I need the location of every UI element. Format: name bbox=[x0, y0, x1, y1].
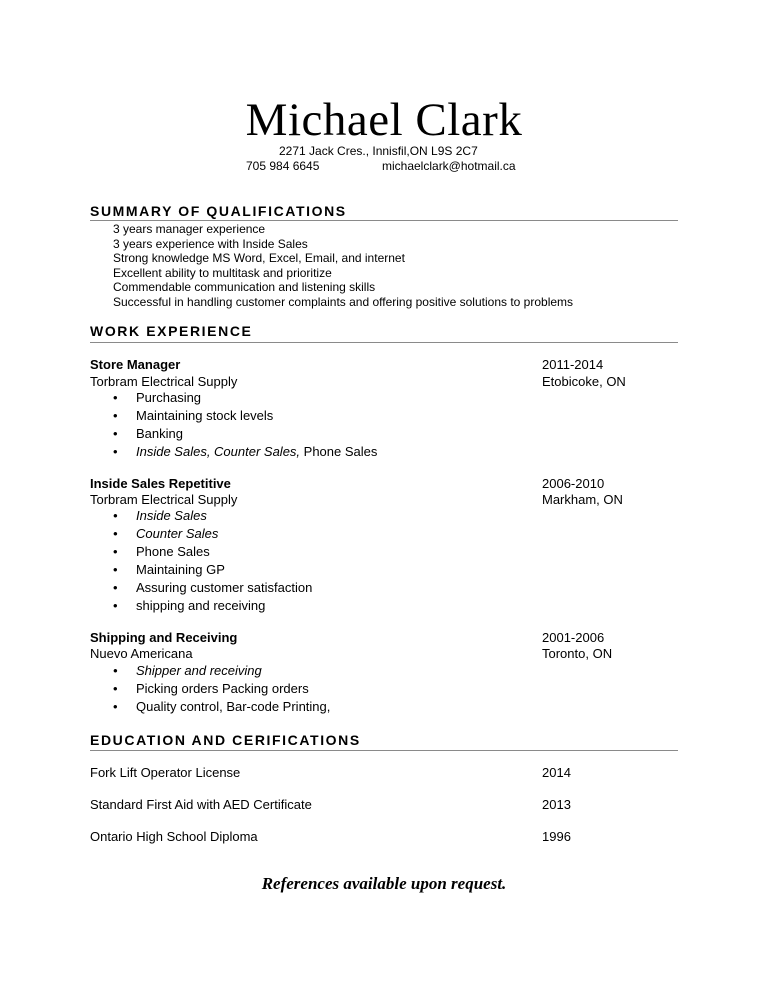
list-item: 3 years manager experience bbox=[113, 222, 266, 236]
list-item: • Assuring customer satisfaction bbox=[113, 579, 312, 597]
section-divider bbox=[90, 220, 678, 221]
list-item: • Inside Sales bbox=[113, 507, 312, 525]
duties-list bbox=[113, 389, 377, 461]
list-item: • Maintaining GP bbox=[113, 561, 312, 579]
duties-list bbox=[113, 507, 312, 615]
job-location: Etobicoke, ON bbox=[542, 374, 626, 389]
certification-year: 2014 bbox=[542, 765, 571, 780]
list-item: Successful in handling customer complaints and offering positive solutions to problems bbox=[113, 294, 574, 309]
certification-year: 2013 bbox=[542, 797, 571, 812]
job-dates: 2006-2010 bbox=[542, 476, 605, 491]
duties-list bbox=[113, 662, 330, 716]
list-item: 3 years experience with Inside Sales bbox=[113, 236, 308, 251]
certification-year: 1996 bbox=[542, 829, 571, 844]
work-heading: WORK EXPERIENCE bbox=[90, 323, 253, 339]
qualifications-list bbox=[113, 222, 573, 309]
list-item: Strong knowledge MS Word, Excel, Email, and internet bbox=[113, 251, 405, 265]
list-item: • Counter Sales bbox=[113, 525, 312, 543]
job-location: Markham, ON bbox=[542, 492, 623, 507]
list-item: Excellent ability to multitask and prioritize bbox=[113, 265, 332, 280]
summary-heading: SUMMARY OF QUALIFICATIONS bbox=[90, 203, 347, 219]
list-item: • Phone Sales bbox=[113, 543, 312, 561]
certification-name: Ontario High School Diploma bbox=[90, 829, 258, 844]
job-title: Shipping and Receiving bbox=[90, 630, 238, 645]
references-note: References available upon request. bbox=[261, 874, 507, 893]
candidate-name: Michael Clark bbox=[245, 94, 523, 146]
list-item: • Picking orders Packing orders bbox=[113, 680, 330, 698]
job-dates: 2011-2014 bbox=[542, 357, 604, 372]
job-dates: 2001-2006 bbox=[542, 630, 605, 645]
list-item: • Banking bbox=[113, 425, 377, 443]
list-item: • Shipper and receiving bbox=[113, 662, 330, 680]
job-company: Torbram Electrical Supply bbox=[90, 492, 238, 507]
job-title: Store Manager bbox=[90, 357, 181, 372]
job-location: Toronto, ON bbox=[542, 646, 613, 661]
list-item: Commendable communication and listening skills bbox=[113, 280, 376, 294]
job-title: Inside Sales Repetitive bbox=[90, 476, 231, 491]
certification-name: Fork Lift Operator License bbox=[90, 765, 241, 780]
email-address: michaelclark@hotmail.ca bbox=[382, 159, 516, 173]
address: 2271 Jack Cres., Innisfil,ON L9S 2C7 bbox=[279, 144, 478, 158]
list-item: • Quality control, Bar-code Printing, bbox=[113, 698, 330, 716]
duty-plain-part: Phone Sales bbox=[300, 444, 378, 459]
education-heading: EDUCATION AND CERIFICATIONS bbox=[90, 732, 361, 748]
section-divider bbox=[90, 750, 678, 751]
list-item bbox=[113, 443, 377, 461]
phone-number: 705 984 6645 bbox=[246, 159, 320, 173]
duty-italic-part: Inside Sales, Counter Sales, bbox=[136, 444, 301, 459]
certification-name: Standard First Aid with AED Certificate bbox=[90, 797, 312, 812]
list-item: • Purchasing bbox=[113, 389, 377, 407]
list-item: • Maintaining stock levels bbox=[113, 407, 377, 425]
job-company: Nuevo Americana bbox=[90, 646, 193, 661]
list-item: • shipping and receiving bbox=[113, 597, 312, 615]
job-company: Torbram Electrical Supply bbox=[90, 374, 238, 389]
section-divider bbox=[90, 342, 678, 343]
